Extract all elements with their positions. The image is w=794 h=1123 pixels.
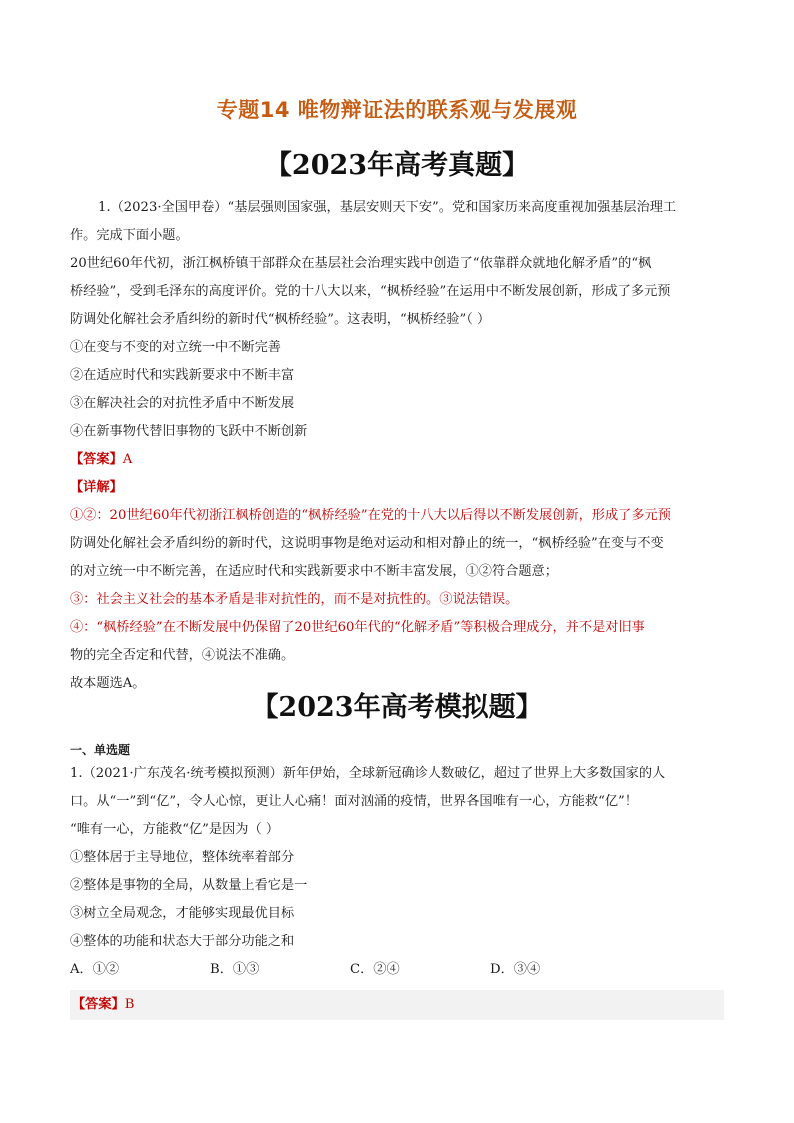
answer-line [72,992,134,1018]
conclusion-text: 故本题选A。 [70,676,146,691]
question-stem: “唯有一心，方能救“亿”是因为（ ） [70,822,280,837]
choice-b: B．①③ [210,962,260,977]
detail-text: ④：“枫桥经验”在不断发展中仍保留了20世纪60年代的“化解矛盾”等积极合理成分，并不是对旧事 [70,620,645,635]
option-item: ②在适应时代和实践新要求中不断丰富 [70,368,295,383]
detail-text: ①②：20世纪60年代初浙江枫桥创造的“枫桥经验”在党的十八大以后得以不断发展创新，形成了多元预 [70,508,671,523]
detail-text: 防调处化解社会矛盾纠纷的新时代，这说明事物是绝对运动和相对静止的统一，“枫桥经验”在变与不变 [70,536,664,551]
question-stem: 1.（2021·广东茂名·统考模拟预测）新年伊始，全球新冠确诊人数破亿，超过了世界上大多数国家的人 [70,766,666,781]
answer-line [70,446,726,474]
option-item: ③在解决社会的对抗性矛盾中不断发展 [70,396,295,411]
material-text: 20世纪60年代初，浙江枫桥镇干部群众在基层社会治理实践中创造了“依靠群众就地化解矛盾”的“枫 [70,256,652,271]
detail-text: 的对立统一中不断完善，在适应时代和实践新要求中不断丰富发展，①②符合题意； [70,564,558,579]
question-stem: 1.（2023·全国甲卷）“基层强则国家强，基层安则天下安”。党和国家历来高度重视加强基层治理工 [98,200,677,215]
question-stem: 口。从“一”到“亿”，令人心惊，更让人心痛！面对汹涌的疫情，世界各国唯有一心，方能救“亿”！ [70,794,638,809]
detail-line [70,474,726,502]
part-heading: 一、单选题 [70,743,131,757]
material-text: 防调处化解社会矛盾纠纷的新时代“枫桥经验”。这表明，“枫桥经验”（ ） [70,312,491,327]
answer-label: 【答案】 [72,997,125,1012]
question-2 [70,740,726,984]
section-heading-real-exam: 【2023年高考真题】 [264,150,530,181]
choice-c: C．②④ [350,962,400,977]
detail-text: 物的完全否定和代替，④说法不准确。 [70,648,295,663]
option-item: ②整体是事物的全局，从数量上看它是一 [70,878,308,893]
answer-value: A [122,452,133,467]
question-stem: 作。完成下面小题。 [70,228,189,243]
material-text: 桥经验”，受到毛泽东的高度评价。党的十八大以来，“枫桥经验”在运用中不断发展创新，形成了多元预 [70,284,671,299]
choice-row [70,956,630,984]
option-item: ④整体的功能和状态大于部分功能之和 [70,934,295,949]
section-heading-mock-exam: 【2023年高考模拟题】 [251,692,543,723]
answer-value: B [124,997,135,1012]
choice-a: A．①② [70,962,120,977]
option-item: ①在变与不变的对立统一中不断完善 [70,340,281,355]
question-1 [70,194,726,698]
answer-box [70,990,724,1020]
detail-label: 【详解】 [70,480,123,495]
option-item: ④在新事物代替旧事物的飞跃中不断创新 [70,424,308,439]
option-item: ③树立全局观念，才能够实现最优目标 [70,906,295,921]
option-item: ①整体居于主导地位，整体统率着部分 [70,850,295,865]
choice-d: D．③④ [490,962,541,977]
document-title: 专题14 唯物辩证法的联系观与发展观 [216,98,578,122]
detail-text: ③：社会主义社会的基本矛盾是非对抗性的，而不是对抗性的。③说法错误。 [70,592,519,607]
answer-label: 【答案】 [70,452,123,467]
